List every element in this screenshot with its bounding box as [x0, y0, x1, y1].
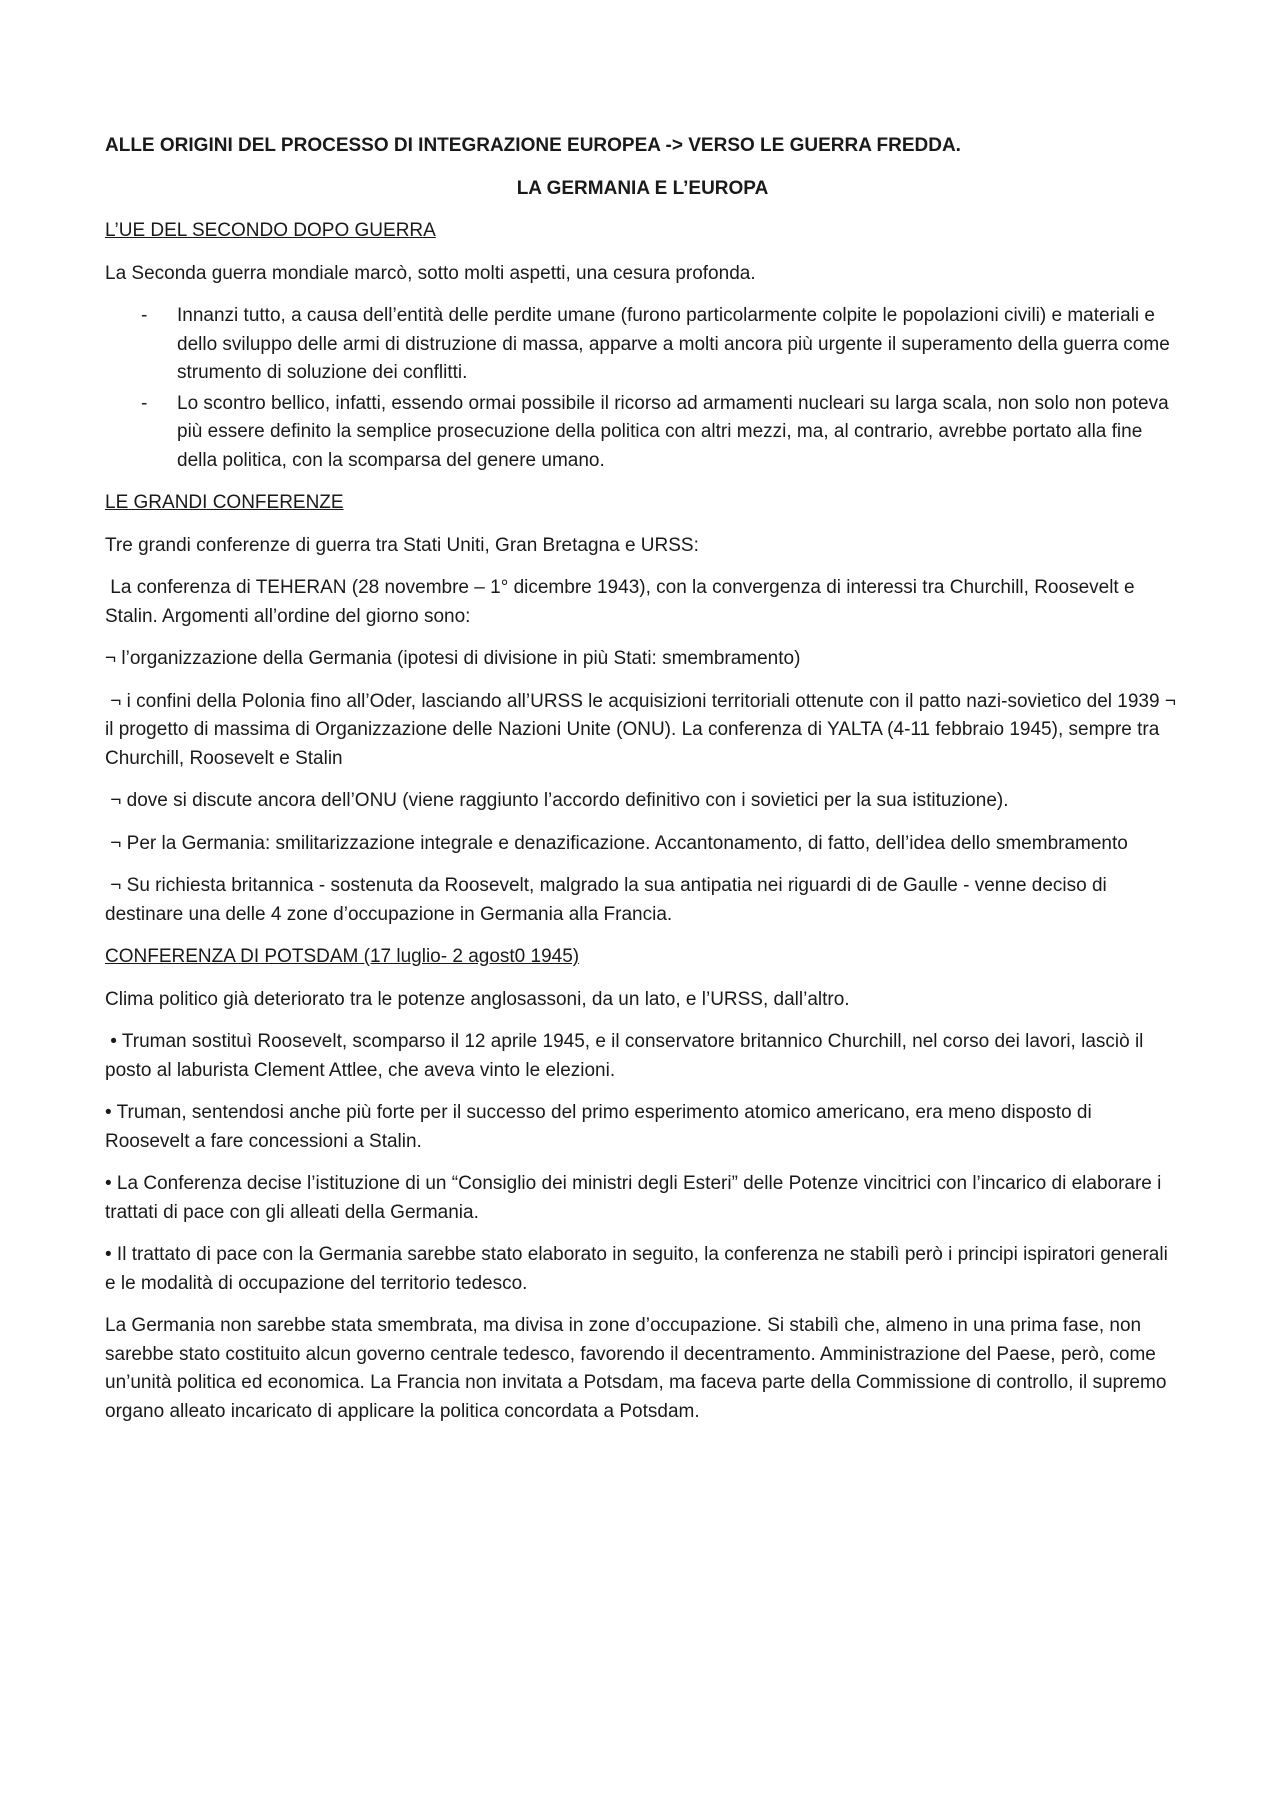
paragraph: ¬ dove si discute ancora dell’ONU (viene raggiunto l’accordo definitivo con i sovietici per la sua istituzione).: [105, 790, 1009, 811]
paragraph: • Truman, sentendosi anche più forte per il successo del primo esperimento atomico americano, era meno disposto di Roosevelt a fare concessioni a Stalin.: [105, 1102, 1097, 1152]
dash-list-item: - Innanzi tutto, a causa dell’entità delle perdite umane (furono particolarmente colpite le popolazioni civili) e materiali e dello sviluppo delle armi di distruzione di massa, apparve a molti ancora più urgente il superamento della guerra come strumento di soluzione dei conflitti.: [105, 302, 1180, 388]
paragraph: ¬ Su richiesta britannica - sostenuta da Roosevelt, malgrado la sua antipatia nei riguardi di de Gaulle - venne deciso di destinare una delle 4 zone d’occupazione in Germania alla Francia.: [105, 875, 1113, 925]
dash-list-item: - Lo scontro bellico, infatti, essendo ormai possibile il ricorso ad armamenti nucleari su larga scala, non solo non poteva più essere definito la semplice prosecuzione della politica con altri mezzi, ma, al contrario, avrebbe portato alla fine della politica, con la scomparsa del genere umano.: [105, 390, 1180, 476]
doc-subtitle: LA GERMANIA E L’EUROPA: [516, 177, 769, 199]
section-heading-conferenza-potsdam: CONFERENZA DI POTSDAM (17 luglio- 2 agost0 1945): [105, 946, 580, 967]
paragraph: • Truman sostituì Roosevelt, scomparso il 12 aprile 1945, e il conservatore britannico Churchill, nel corso dei lavori, lasciò il posto al laburista Clement Attlee, che aveva vinto le elezioni.: [105, 1031, 1149, 1081]
paragraph: ¬ Per la Germania: smilitarizzazione integrale e denazificazione. Accantonamento, di fatto, dell’idea dello smembramento: [105, 832, 1128, 854]
paragraph: La Germania non sarebbe stata smembrata, ma divisa in zone d’occupazione. Si stabilì che, almeno in una prima fase, non sarebbe stato costituito alcun governo centrale tedesco, favorendo il decentramento. Amministrazione del Paese, però, come un’unità politica ed economica. La Francia non invitata a Potsdam, ma faceva parte della Commissione di controllo, il supremo organo alleato incaricato di applicare la politica concordata a Potsdam.: [105, 1315, 1172, 1422]
section-heading-ue-secondo-dopoguerra: L’UE DEL SECONDO DOPO GUERRA: [105, 220, 436, 241]
paragraph: • La Conferenza decise l’istituzione di un “Consiglio dei ministri degli Esteri” delle Potenze vincitrici con l’incarico di elaborare i trattati di pace con gli alleati della Germania.: [105, 1173, 1167, 1223]
paragraph: • Il trattato di pace con la Germania sarebbe stato elaborato in seguito, la conferenza ne stabilì però i principi ispiratori generali e le modalità di occupazione del territorio tedesco.: [105, 1244, 1174, 1294]
doc-title: ALLE ORIGINI DEL PROCESSO DI INTEGRAZIONE EUROPEA -> VERSO LE GUERRA FREDDA.: [105, 135, 961, 156]
paragraph: ¬ i confini della Polonia fino all’Oder, lasciando all’URSS le acquisizioni territoriali ottenute con il patto nazi-sovietico del 1939 ¬ il progetto di massima di Organizzazione delle Nazioni Unite (ONU). La conferenza di YALTA (4-11 febbraio 1945), sempre tra Churchill, Roosevelt e Stalin: [105, 690, 1182, 769]
paragraph: ¬ l’organizzazione della Germania (ipotesi di divisione in più Stati: smembramento): [105, 648, 801, 669]
paragraph: Clima politico già deteriorato tra le potenze anglosassoni, da un lato, e l’URSS, dall’altro.: [105, 988, 850, 1010]
paragraph: La Seconda guerra mondiale marcò, sotto molti aspetti, una cesura profonda.: [105, 262, 756, 284]
section-heading-grandi-conferenze: LE GRANDI CONFERENZE: [105, 492, 344, 513]
paragraph: La conferenza di TEHERAN (28 novembre – 1° dicembre 1943), con la convergenza di interessi tra Churchill, Roosevelt e Stalin. Argomenti all’ordine del giorno sono:: [105, 577, 1140, 627]
dash-list: [105, 302, 1180, 475]
paragraph: Tre grandi conferenze di guerra tra Stati Uniti, Gran Bretagna e URSS:: [105, 534, 699, 556]
